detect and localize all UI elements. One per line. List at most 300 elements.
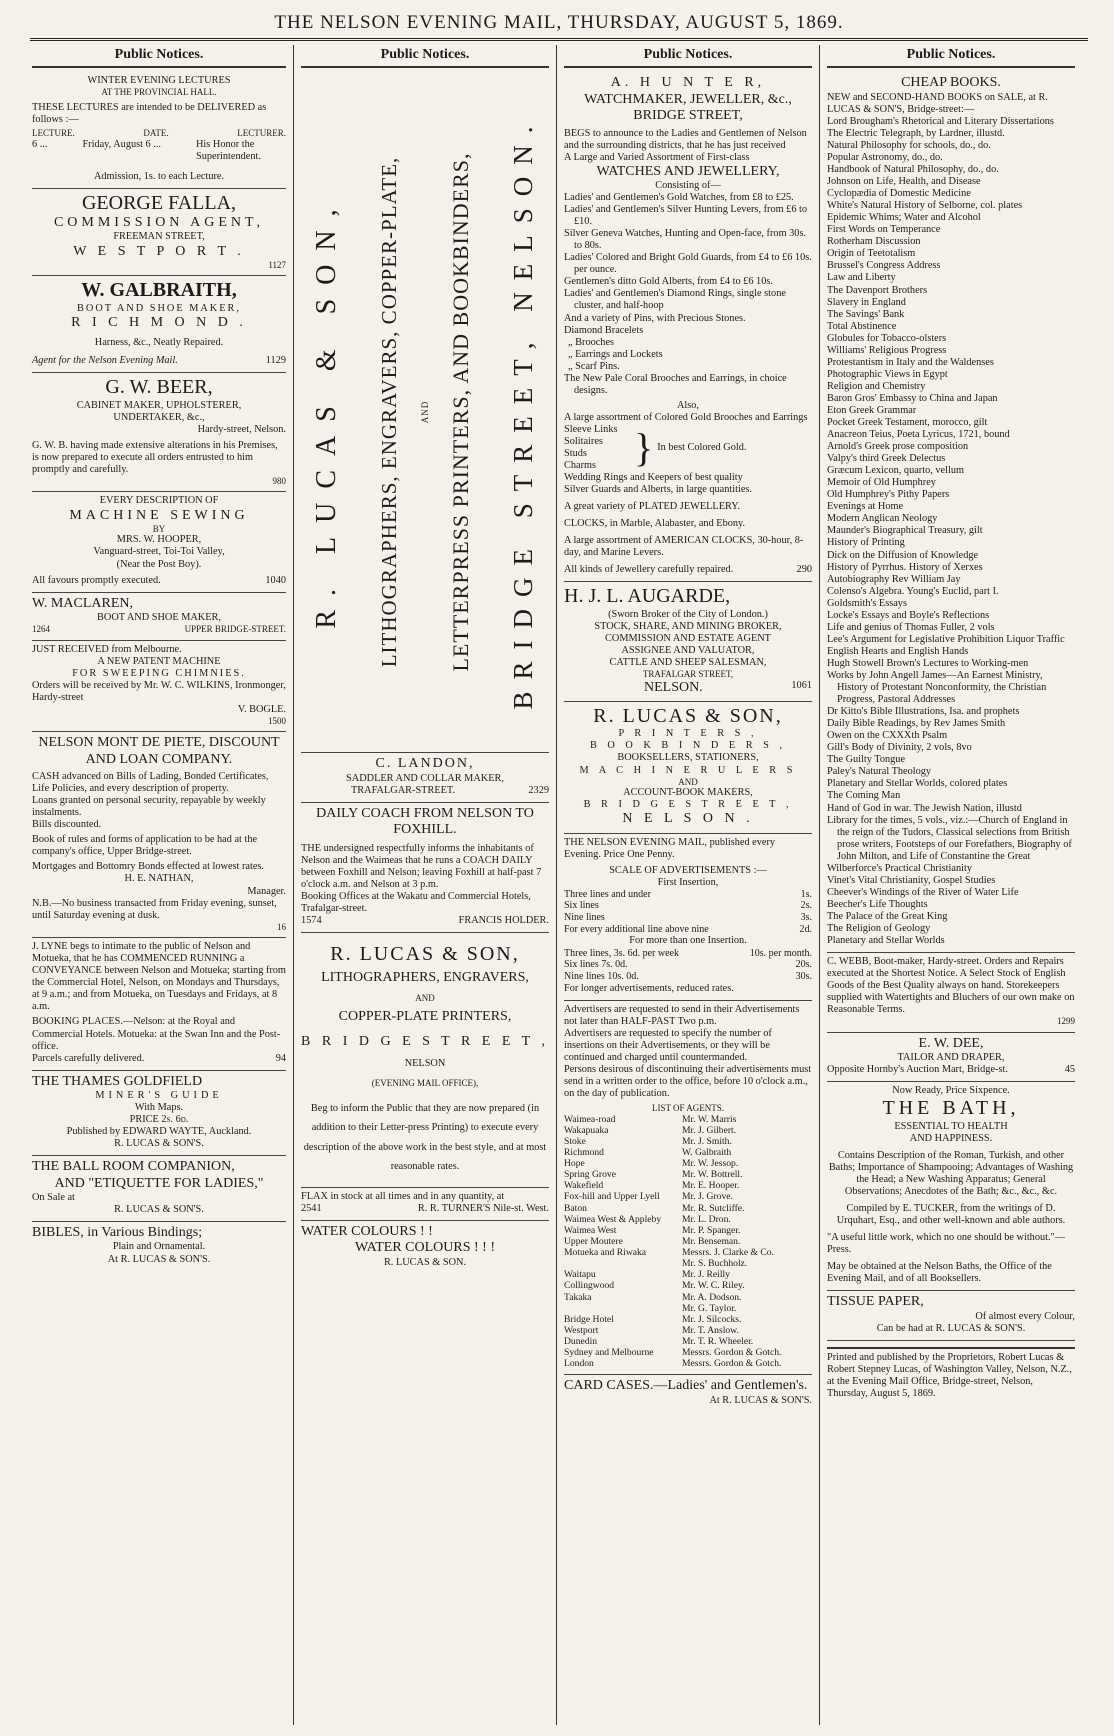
table-cell: For every additional line above nine [564,923,709,935]
ad-name: G. W. BEER, [105,376,213,399]
agent-name: Mr. T. R. Wheeler. [682,1336,754,1348]
ad-number: 1574 [301,914,322,926]
list-item: The Religion of Geology [827,922,931,934]
ad-line: AND "ETIQUETTE FOR LADIES," [54,1175,264,1191]
ad-hooper [32,492,286,592]
table-cell: Three lines, 3s. 6d. per week [564,947,679,959]
brace-icon: } [634,425,654,471]
ad-ballroom [32,1156,286,1222]
table-cell: Three lines and under [564,888,651,900]
list-item [564,1158,812,1169]
vertical-line: LETTERPRESS PRINTERS, AND BOOKBINDERS, [448,152,473,672]
ad-hunter [564,72,812,582]
ad-text: N.B.—No business transacted from Friday evening, sunset, until Saturday evening at dusk. [32,897,277,921]
ad-line: (Sworn Broker of the City of London.) [608,608,768,620]
list-item: Works by John Angell James—An Earnest Ministry, History of Protestant Nonconformity, the Christian Progress, Pastoral Addresses [827,670,1047,706]
ad-cardcases [564,1375,812,1411]
ad-beer [32,373,286,492]
ad-line: (EVENING MAIL OFFICE), [371,1078,479,1088]
ad-number: 1129 [265,355,286,367]
list-item: Lee's Argument for Legislative Prohibition Liquor Traffic [827,633,1065,645]
list-item: Autobiography Rev William Jay [827,573,961,585]
list-item: Eton Greek Grammar [827,404,917,416]
ad-text: A Large and Varied Assortment of First-class [564,151,750,163]
table-row [564,959,812,971]
list-item: „ Brooches [568,336,615,348]
ad-line: COMMISSION AND ESTATE AGENT [605,632,771,644]
ad-line: Of almost every Colour, [975,1310,1075,1322]
list-item: Total Abstinence [827,320,897,332]
list-item: „ Scarf Pins. [568,360,620,372]
ad-line: Harness, &c., Neatly Repaired. [94,337,224,349]
ad-line: Hardy-street, Nelson. [197,423,286,435]
ad-line: B R I D G E S T R E E T , [301,1033,549,1049]
ad-line: MRS. W. HOOPER, [116,534,202,546]
ad-footer [301,1203,549,1215]
ad-name: H. J. L. AUGARDE, [564,585,731,608]
list-item: „ Earrings and Lockets [568,348,663,360]
table-row [564,924,812,936]
bracket-group [564,424,812,472]
list-item: Hand of God in war. The Jewish Nation, illustd [827,802,1022,814]
list-item: Owen on the CXXXth Psalm [827,730,948,742]
ad-number: 2329 [528,784,549,796]
ad-text: NEW and SECOND-HAND BOOKS on SALE, at R. LUCAS & SON'S, Bridge-street:— [827,91,1048,115]
ad-signature: FRANCIS HOLDER. [458,914,549,926]
table-cell: 3s. [800,912,812,924]
list-item: Gill's Body of Divinity, 2 vols, 8vo [827,742,972,754]
bracket-items [564,424,634,472]
list-item: Brussel's Congress Address [827,260,941,272]
table-cell: Six lines [564,900,599,912]
ad-bogle [32,641,286,733]
list-item: And a variety of Pins, with Precious Stones. [564,312,746,324]
list-item: Sleeve Links [564,423,618,435]
ad-line: M A C H I N E R U L E R S [579,764,797,776]
ad-text: THESE LECTURES are intended to be DELIVERED as follows :— [32,101,267,125]
ad-line: NELSON [404,1057,446,1069]
ad-line: EVERY DESCRIPTION OF [99,495,219,507]
list-item: White's Natural History of Selborne, col. plates [827,200,1023,212]
agent-place [564,1303,682,1314]
column-2 [293,45,556,1725]
column-heading: Public Notices. [32,45,286,68]
list-item: Græcum Lexicon, quarto, vellum [827,465,964,477]
ad-text: Loans granted on personal security, repayable by weekly instalments. [32,795,266,819]
ad-mail-notices [564,1001,812,1376]
ad-line: For more than one Insertion. [629,935,747,947]
ad-text: BOOKING PLACES.—Nelson: at the Royal and Commercial Hotels. Motueka: at the Swan Inn and the Post-office. [32,1016,281,1052]
list-item: Religion and Chemistry [827,380,926,392]
list-item: Ladies' Colored and Bright Gold Guards, from £4 to £6 10s. per ounce. [564,252,812,276]
ad-line: TRAFALGAR-STREET. [351,784,456,796]
list-item: Anacreon Teius, Poeta Lyricus, 1721, bound [827,429,1010,441]
table-row [564,889,812,901]
list-item: Protestantism in Italy and the Waldenses [827,356,994,368]
table-cell: 1s. [800,888,812,900]
ad-line: R. LUCAS & SON. [383,1256,467,1268]
list-item [564,1180,812,1191]
ad-cheapbooks [827,72,1075,953]
list-item: Lord Brougham's Rhetorical and Literary Dissertations [827,115,1054,127]
ad-text: Booking Offices at the Wakatu and Commercial Hotels, Trafalgar-street. [301,890,531,914]
list-item: The Davenport Brothers [827,284,928,296]
ad-line: MINER'S GUIDE [95,1090,223,1102]
list-item [564,1125,812,1136]
ad-number: 94 [275,1052,286,1064]
ad-line: Agent for the Nelson Evening Mail. [32,355,178,367]
table-row [564,948,812,960]
ad-title: WATCHES AND JEWELLERY, [596,163,780,179]
agent-place: Dunedin [564,1336,598,1348]
list-item: Gentlemen's ditto Gold Alberts, from £4 to £6 10s. [564,276,773,288]
lecture-col: LECTURE. [32,128,75,139]
ad-text: J. LYNE begs to intimate to the public of Nelson and Motueka, that he has COMMENCED RUNNING a CONVEYANCE between Nelson and Motueka; starting from the Commercial Hotel, Nelson, on Mondays and Thursdays, at 9 a.m.; and from Motueka, on Tuesdays and Fridays, at 8 a.m. [32,941,286,1013]
admission: Admission, 1s. to each Lecture. [93,170,225,182]
ad-number: 980 [272,475,286,486]
ad-line: NELSON. [644,679,703,695]
ad-title: THE THAMES GOLDFIELD [32,1073,203,1089]
list-item: Handbook of Natural Philosophy, do., do. [827,164,999,176]
list-item: Memoir of Old Humphrey [827,477,936,489]
ad-line: BOOKSELLERS, STATIONERS, [617,752,759,764]
list-item: Arnold's Greek prose composition [827,441,969,453]
list-item: Ladies' and Gentlemen's Diamond Rings, single stone cluster, and half-hoop [564,288,786,312]
ad-lectures [32,72,286,188]
ad-title: WINTER EVENING LECTURES [87,75,231,87]
list-item: A large assortment of AMERICAN CLOCKS, 30-hour, 8-day, and Marine Levers. [564,535,804,559]
ad-footer [32,624,286,635]
lecturer: His Honor the Superintendent. [196,138,261,162]
list-item: Beecher's Life Thoughts [827,898,928,910]
list-item: Diamond Bracelets [564,324,644,336]
list-item: The Palace of the Great King [827,910,948,922]
table-cell: Nine lines 10s. 0d. [564,970,639,982]
ad-line: At R. LUCAS & SON'S. [107,1253,211,1265]
ad-falla [32,189,286,277]
list-item [564,1225,812,1236]
ad-lyne [32,938,286,1070]
list-item [564,1214,812,1225]
ad-footer [301,785,549,797]
list-item [564,1191,812,1202]
ad-text: BEGS to announce to the Ladies and Gentlemen of Nelson and the surrounding districts, that he has just received [564,127,807,151]
ad-name: MACHINE SEWING [69,507,249,523]
list-item: Charms [564,460,597,472]
agent-name: Mr. L. Dron. [682,1213,731,1225]
list-item: All kinds of Jewellery carefully repaired. [564,564,734,576]
list-item: Ladies' and Gentlemen's Gold Watches, from £8 to £25. [564,192,794,204]
column-heading: Public Notices. [827,45,1075,68]
list-item: Old Humphrey's Pithy Papers [827,489,950,501]
ad-footer [564,564,812,576]
masthead-rule [30,38,1088,41]
list-item: Williams' Religious Progress [827,344,947,356]
ad-number: 45 [1064,1064,1075,1076]
agent-name: Mr. R. Sutcliffe. [682,1202,745,1214]
list-item: Dick on the Diffusion of Knowledge [827,549,979,561]
ad-name: W. MACLAREN, [32,595,133,611]
ad-text: CASH advanced on Bills of Lading, Bonded Certificates, Life Policies, and every description of property. [32,771,269,795]
column-4 [819,45,1082,1725]
list-item: Maunder's Biographical Treasury, gilt [827,525,983,537]
agents-list [564,1114,812,1370]
lecture-header-row [32,128,286,139]
list-item: Silver Guards and Alberts, in large quantities. [564,484,752,496]
list-item [564,1325,812,1336]
list-item: Law and Liberty [827,272,896,284]
list-item: Locke's Essays and Boyle's Reflections [827,609,990,621]
list-item: The Coming Man [827,790,901,802]
list-item: Library for the times, 5 vols., viz.:—Church of England in the reign of the Tudors, Classical selections from British prose writers, Footsteps of our Forefathers, Biography of John Milton, and Life of Constantine the Great [827,814,1072,862]
list-item: Natural Philosophy for schools, do., do. [827,139,991,151]
ad-line: Can be had at R. LUCAS & SON'S. [876,1322,1026,1334]
lecture-num: 6 ... [32,138,48,150]
list-item: Studs [564,448,587,460]
ad-line: COMMISSION AGENT, [53,215,265,231]
ad-footer [32,575,286,587]
list-item: The New Pale Coral Brooches and Earrings, in choice designs. [564,372,787,396]
table-cell: 2d. [799,923,812,935]
ad-name: E. W. DEE, [918,1035,984,1051]
ad-line: N E L S O N . [622,811,754,827]
ad-number: 16 [277,921,286,932]
agent-name: Mr. J. Gilbert. [682,1124,737,1136]
agent-name: Mr. W. Bottrell. [682,1169,743,1181]
ad-text: "A useful little work, which no one should be without."—Press. [827,1232,1066,1256]
ad-line: ACCOUNT-BOOK MAKERS, [623,787,753,799]
list-item: Ladies' and Gentlemen's Silver Hunting Levers, from £6 to £10. [564,204,808,228]
ad-title: THE BALL ROOM COMPANION, [32,1159,235,1175]
ad-signature: Manager. [247,885,286,897]
column-1 [30,45,293,1725]
list-item: Wilberforce's Practical Christianity [827,862,972,874]
ad-text: Persons desirous of discontinuing their advertisements must send in a written order to the office, before 10 o'clock a.m., on the day of publication. [564,1063,812,1099]
agent-place: London [564,1358,594,1370]
list-item: Pocket Greek Testament, morocco, gilt [827,417,988,429]
list-item: Rotherham Discussion [827,236,921,248]
ad-text: Advertisers are requested to send in their Advertisements not later than HALF-PAST Two p.m. [564,1003,800,1027]
vertical-and: AND [420,401,430,424]
table-row [564,912,812,924]
ad-name: C. LANDON, [375,756,475,772]
imprint-text: Printed and published by the Proprietors, Robert Lucas & Robert Stepney Lucas, of Washington Valley, Nelson, N.Z., at the Evening Mail Office, Bridge-street, Nelson, Thursday, August 5, 1869. [827,1351,1072,1399]
ad-line: Opposite Hornby's Auction Mart, Bridge-st. [827,1064,1008,1076]
ad-landon [301,753,549,802]
ad-title: SCALE OF ADVERTISEMENTS :— [609,864,767,876]
agent-place: Upper Moutere [564,1235,623,1247]
ad-text: Bills discounted. [32,819,102,831]
ad-line: FOR SWEEPING CHIMNIES. [72,667,246,679]
ad-line: UNDERTAKER, &c., [113,411,205,423]
agent-name: Messrs. Gordon & Gotch. [682,1358,782,1370]
list-item: Popular Astronomy, do., do. [827,151,943,163]
ad-signature: At R. LUCAS & SON'S. [709,1394,812,1406]
ad-line: COPPER-PLATE PRINTERS, [338,1009,512,1025]
ad-line: Vanguard-street, Toi-Toi Valley, [93,546,225,558]
agent-place: Sydney and Melbourne [564,1347,654,1359]
column-heading: Public Notices. [301,45,549,68]
ad-thames [32,1071,286,1157]
ad-line: Plain and Ornamental. [112,1241,206,1253]
ad-line: B O O K B I N D E R S , [589,740,787,752]
table-cell: Six lines 7s. 0d. [564,959,628,971]
table-cell: 2s. [800,900,812,912]
agent-place: Waimea-road [564,1113,616,1125]
agent-name: Mr. E. Hooper. [682,1180,740,1192]
ad-number: 1127 [268,259,286,270]
ad-line: SADDLER AND COLLAR MAKER, [346,772,504,784]
vertical-text [296,92,554,732]
date-col: DATE. [143,128,169,139]
ad-lucas-vertical [301,72,549,753]
list-item: Baron Gros' Embassy to China and Japan [827,392,998,404]
ad-footer [301,915,549,927]
list-item: Vinet's Vital Christianity, Gospel Studies [827,874,996,886]
list-item: Evenings at Home [827,501,904,513]
agent-name: Mr. W. Marris [682,1113,737,1125]
list-item: Slavery in England [827,296,906,308]
ad-line: Now Ready, Price Sixpence. [892,1085,1010,1097]
agent-place: Takaka [564,1291,592,1303]
table-cell: Nine lines [564,912,605,924]
lecturer-col: LECTURER. [237,128,286,139]
list-item [564,1292,812,1303]
list-item [564,1114,812,1125]
ad-line: WATER COLOURS ! ! [301,1223,433,1239]
ad-line: B R I D G E S T R E E T , [583,799,793,811]
ad-line: R. LUCAS & SON'S. [114,1204,204,1216]
list-item: Origin of Teetotalism [827,248,916,260]
agent-name: Mr. J. Grove. [682,1191,733,1203]
ad-subtitle: AT THE PROVINCIAL HALL. [101,87,217,98]
ad-footer [564,680,812,696]
vertical-line: LITHOGRAPHERS, ENGRAVERS, COPPER-PLATE, [377,157,401,668]
ad-line: PRICE 2s. 6d. [129,1114,189,1126]
list-item: Epidemic Whims; Water and Alcohol [827,212,981,224]
list-item: CLOCKS, in Marble, Alabaster, and Ebony. [564,518,746,530]
list-item: A great variety of PLATED JEWELLERY. [564,501,740,513]
ad-text: CARD CASES.—Ladies' and Gentlemen's. [564,1378,808,1394]
ad-text: Orders will be received by Mr. W. C. WILKINS, Ironmonger, Hardy-street [32,679,286,703]
list-item: The Savings' Bank [827,308,905,320]
list-item: Solitaires [564,436,603,447]
ad-signature: V. BOGLE. [237,703,286,715]
list-item: The Guilty Tongue [827,754,906,766]
ad-text: THE undersigned respectfully informs the inhabitants of Nelson and the Waimeas that he runs a COACH DAILY between Foxhill and Nelson; leaving Foxhill at half-past 7 o'clock a.m. and Nelson at 3 p.m. [301,842,542,890]
list-item: History of Pyrrhus. History of Xerxes [827,561,983,573]
ad-number: 1061 [791,679,812,691]
ad-text: Contains Description of the Roman, Turkish, and other Baths; Importance of Shampooing; Advantages of Washing the Head; a New Washing Apparatus; General Observations; Anecdotes of the Bath; &c., &c., &c. [828,1149,1074,1197]
agent-place: Fox-hill and Upper Lyell [564,1191,660,1203]
imprint [827,1347,1075,1405]
ad-number: 1500 [268,715,286,726]
agent-name: Mr. S. Buchholz. [682,1258,748,1270]
agent-place: Waimea West [564,1224,617,1236]
column-3 [556,45,819,1725]
agent-place: Wakefield [564,1180,604,1192]
masthead: THE NELSON EVENING MAIL, THURSDAY, AUGUST 5, 1869. [274,12,844,33]
item-list [564,192,812,397]
agent-name: Mr. P. Spanger. [682,1224,741,1236]
list-item: Cyclopædia of Domestic Medicine [827,188,971,200]
table-cell: 10s. per month. [749,947,812,959]
ad-line: TRAFALGAR STREET, [642,669,734,680]
list-item [564,1358,812,1369]
ad-lucas [301,933,549,1188]
agent-place: Richmond [564,1146,604,1158]
ad-line: Published by EDWARD WAYTE, Auckland. [66,1126,252,1138]
agent-place: Spring Grove [564,1169,616,1181]
ad-dee [827,1033,1075,1082]
ad-line: All favours promptly executed. [32,574,161,586]
vertical-line: R. LUCAS & SON, [311,195,342,630]
ad-title: LIST OF AGENTS. [651,1103,725,1114]
ad-line: (Near the Post Boy). [116,558,202,570]
ad-line: AND [678,776,698,787]
ad-name: GEORGE FALLA, [81,191,237,214]
list-item [564,1347,812,1358]
ad-line: A NEW PATENT MACHINE [97,655,221,667]
ad-name: W. GALBRAITH, [81,279,237,302]
list-item: Silver Geneva Watches, Hunting and Open-face, from 30s. to 80s. [564,228,807,252]
list-item: English Hearts and English Hands [827,645,969,657]
ad-line: LITHOGRAPHERS, ENGRAVERS, [321,970,529,986]
list-item: Globules for Tobacco-olsters [827,332,947,344]
ad-line: WATER COLOURS ! ! ! [355,1240,495,1256]
ad-line: R I C H M O N D . [71,314,247,330]
ad-bath [827,1082,1075,1291]
book-list [827,116,1075,947]
list-item: Valpy's third Greek Delectus [827,453,946,465]
ad-line: BOOT AND SHOE MAKER, [97,611,221,623]
agent-place: Motueka and Riwaka [564,1247,647,1259]
list-item: Colenso's Algebra. Young's Euclid, part I. [827,585,999,597]
list-item [564,1236,812,1247]
ad-line: TAILOR AND DRAPER, [897,1052,1005,1064]
ad-footer [32,355,286,367]
ad-line: Also, [676,399,700,411]
ad-line: BRIDGE STREET, [633,108,743,124]
agent-place: Westport [564,1324,599,1336]
agent-place: Wakapuaka [564,1124,609,1136]
ad-text: C. WEBB, Boot-maker, Hardy-street. Orders and Repairs executed at the Shortest Notice. A Select Stock of English Goods of the Best Quality always on hand. Storekeepers supplied with Watertights and Bluchers of our own make on Reasonable Terms. [827,956,1075,1016]
ad-montdepiete [32,732,286,938]
agent-place: Bridge Hotel [564,1313,614,1325]
ad-number: 1299 [1057,1016,1075,1027]
agent-name: Mr. J. Silcocks. [682,1313,742,1325]
list-item: Paley's Natural Theology [827,766,932,778]
ad-line: WATCHMAKER, JEWELLER, &c., [584,91,792,107]
ad-name: A. H U N T E R, [610,75,766,91]
ad-text: G. W. B. having made extensive alterations in his Premises, is now prepared to execute all orders entrusted to him promptly and carefully. [32,439,278,475]
ad-text: A large assortment of Colored Gold Brooches and Earrings [564,411,808,423]
agent-name: Messrs. Gordon & Gotch. [682,1347,782,1359]
list-item: Photographic Views in Egypt [827,368,948,380]
ad-augarde [564,582,812,702]
ad-text: Compiled by E. TUCKER, from the writings of D. Urquhart, Esq., and other well-known and able authors. [836,1203,1066,1227]
agent-place: Hope [564,1158,585,1170]
ad-text: Beg to inform the Public that they are now prepared (in addition to their Letter-press Printing) to execute every description of the above work in the best style, and at most reasonable rates. [303,1102,547,1173]
ad-line: TISSUE PAPER, [827,1294,924,1310]
ad-line: BOOT AND SHOE MAKER, [77,302,241,314]
list-item [564,1280,812,1291]
agent-name: Mr. W. C. Riley. [682,1280,745,1292]
ad-footer [827,1064,1075,1076]
ad-number: 2541 [301,1202,322,1214]
bracket-label: In best Colored Gold. [657,442,747,454]
ad-line: AND [415,992,435,1003]
